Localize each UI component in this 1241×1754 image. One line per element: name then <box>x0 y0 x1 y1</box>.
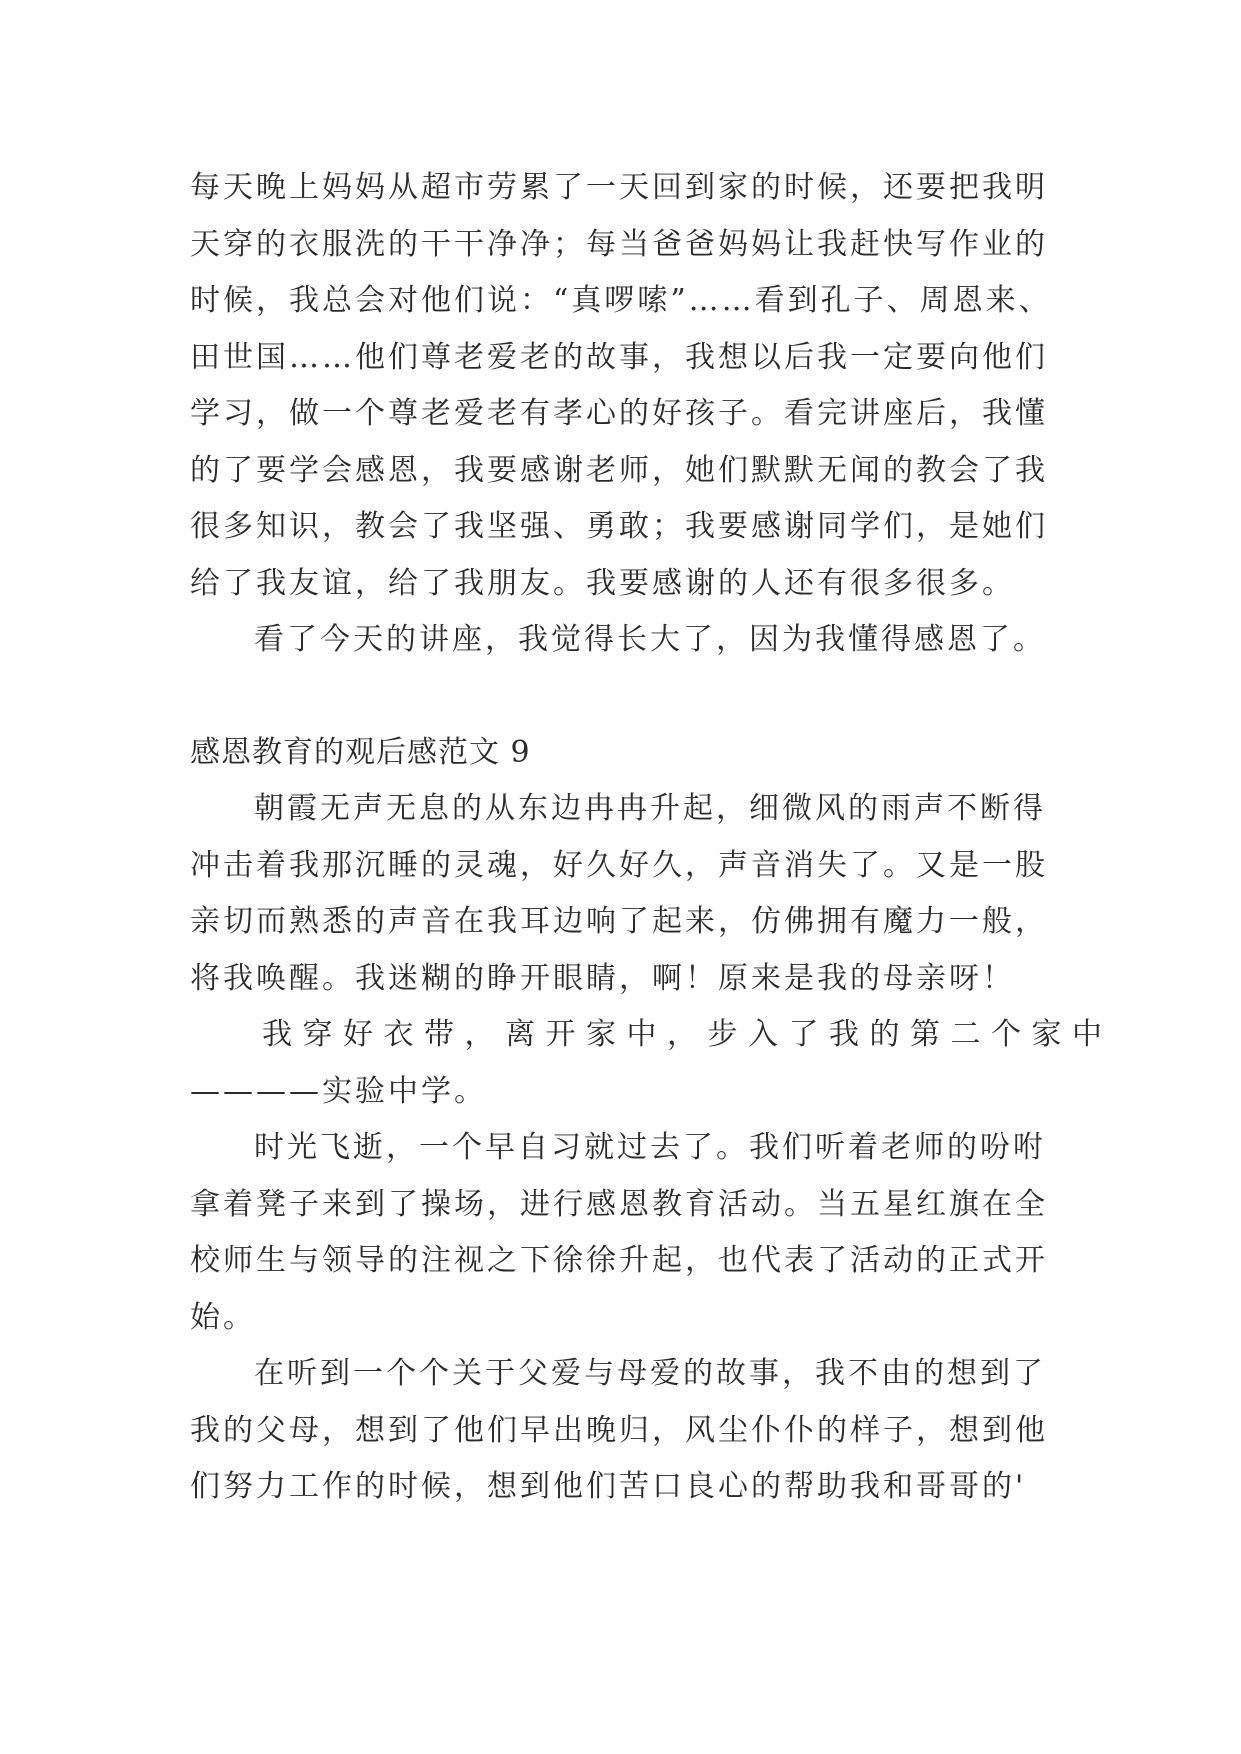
text-line: 时候，我总会对他们说：“真啰嗦”……看到孔子、周恩来、 <box>190 283 1052 318</box>
text-line: 田世国……他们尊老爱老的故事，我想以后我一定要向他们 <box>190 339 1048 375</box>
text-line: 我的父母，想到了他们早出晚归，风尘仆仆的样子，想到他 <box>190 1412 1048 1448</box>
text-line: 的了要学会感恩，我要感谢老师，她们默默无闻的教会了我 <box>190 452 1048 488</box>
paragraph <box>190 1120 1070 1346</box>
section-title: 感恩教育的观后感范文 9 <box>190 734 531 770</box>
document-body <box>190 160 1113 1516</box>
text-line: 天穿的衣服洗的干干净净；每当爸爸妈妈让我赶快写作业的 <box>190 226 1048 262</box>
text-line: 们努力工作的时候，想到他们苦口良心的帮助我和哥哥的' <box>190 1469 1027 1504</box>
text-line: 拿着凳子来到了操场，进行感恩教育活动。当五星红旗在全 <box>190 1186 1048 1222</box>
paragraph <box>190 781 1070 1007</box>
paragraph <box>190 612 1070 669</box>
text-line: 亲切而熟悉的声音在我耳边响了起来，仿佛拥有魔力一般， <box>190 904 1048 939</box>
text-line: 始。 <box>190 1299 256 1335</box>
text-line: 校师生与领导的注视之下徐徐升起，也代表了活动的正式开 <box>190 1243 1048 1278</box>
text-line: 每天晚上妈妈从超市劳累了一天回到家的时候，还要把我明 <box>190 170 1048 205</box>
text-line: 学习，做一个尊老爱老有孝心的好孩子。看完讲座后，我懂 <box>190 396 1048 431</box>
text-line: 冲击着我那沉睡的灵魂，好久好久，声音消失了。又是一股 <box>190 847 1048 883</box>
text-line: 在听到一个个关于父爱与母爱的故事，我不由的想到了 <box>254 1356 1046 1391</box>
paragraph <box>190 160 1070 612</box>
section-gap <box>190 669 1070 725</box>
text-line: 看了今天的讲座，我觉得长大了，因为我懂得感恩了。 <box>254 622 1046 657</box>
text-line: ————实验中学。 <box>190 1073 487 1109</box>
text-line: 很多知识，教会了我坚强、勇敢；我要感谢同学们，是她们 <box>190 509 1048 544</box>
text-line: 我穿好衣带，离开家中，步入了我的第二个家中 <box>262 1017 1113 1052</box>
text-line: 将我唤醒。我迷糊的睁开眼睛，啊！原来是我的母亲呀！ <box>190 960 1015 996</box>
paragraph <box>190 1346 1070 1516</box>
text-line: 朝霞无声无息的从东边冉冉升起，细微风的雨声不断得 <box>254 791 1046 826</box>
text-line: 时光飞逝，一个早自习就过去了。我们听着老师的吩咐 <box>254 1130 1046 1165</box>
text-line: 给了我友谊，给了我朋友。我要感谢的人还有很多很多。 <box>190 565 1015 601</box>
paragraph <box>190 1007 1113 1120</box>
